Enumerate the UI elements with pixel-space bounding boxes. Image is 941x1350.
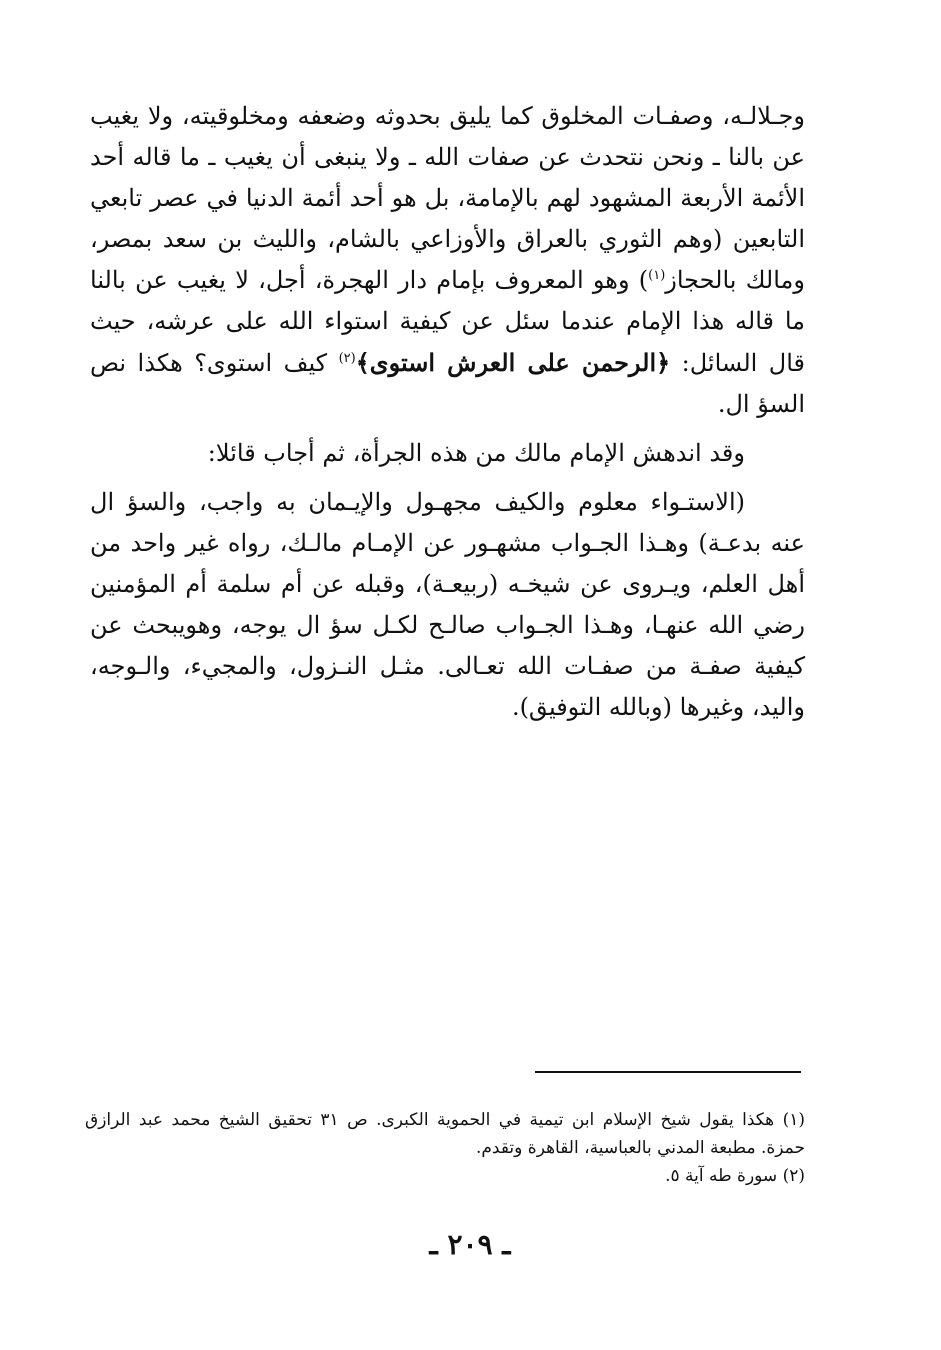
- quran-verse: ﴿الرحمن على العرش استوى﴾: [355, 348, 671, 377]
- paragraph-2: وقد اندهش الإمام مالك من هذه الجرأة، ثم أجاب قائلا:: [207, 439, 745, 467]
- footnote-2: (٢) سورة طه آية ٥.: [665, 1166, 805, 1186]
- paragraph-3: (الاستـواء معلوم والكيف مجهـول والإيـمان به واجب، والسؤ ال عنه بدعـة) وهـذا الجـواب مشهـور عن الإمـام مالـك، رواه غير واحد من أهل العلم، ويـروى عن شيخـه (ربيعـة)، وقبله عن أم سلمة أم المؤمنين رضي الله عنهـا، وهـذا الجـواب صالـح لكـل سؤ ال يوجه، وهويبحث عن كيفية صفـة من صفـات الله تعـالى. مثـل النـزول، والمجيء، والـوجه، واليد، وغيرها (وبالله التوفيق).: [90, 488, 805, 721]
- paragraph-1: [90, 96, 805, 425]
- footnote-ref-1: (١): [648, 268, 666, 283]
- page-number: ـ ٢٠٩ ـ: [429, 1228, 511, 1261]
- footnote-1: (١) هكذا يقول شيخ الإسلام ابن تيمية في الحموية الكبرى. ص ٣١ تحقيق الشيخ محمد عبد الرازق حمزة. مطبعة المدني بالعباسية، القاهرة وتقدم.: [85, 1110, 805, 1158]
- paragraph-1-text-start: وجـلالـه، وصفـات المخلوق كما يليق بحدوثه وضعفه ومخلوقيته، ولا يغيب عن بالنا ـ ونحن نتحدث عن صفات الله ـ ولا ينبغى أن يغيب ـ ما قاله أحد الأئمة الأربعة المشهود لهم بالإمامة، بل هو أحد أئمة الدنيا في عصر تابعي التابعين (وهم الثوري بالعراق والأوزاعي بالشام، والليث بن سعد بمصر، ومالك بالحجاز: [90, 102, 805, 294]
- footnotes: [85, 1106, 805, 1190]
- paragraph-1-text-middle: ) وهو المعروف بإمام دار الهجرة، أجل، لا يغيب عن بالنا ما قاله هذا الإمام عندما سئل عن كيفية استواء الله على عرشه، حيث قال السائل:: [90, 266, 806, 377]
- footnote-ref-2: (٢): [338, 351, 356, 366]
- main-text: [90, 96, 805, 736]
- footnote-divider: [535, 1071, 801, 1073]
- paragraph-1-text-end: كيف استوى؟ هكذا نص السؤ ال.: [90, 349, 805, 418]
